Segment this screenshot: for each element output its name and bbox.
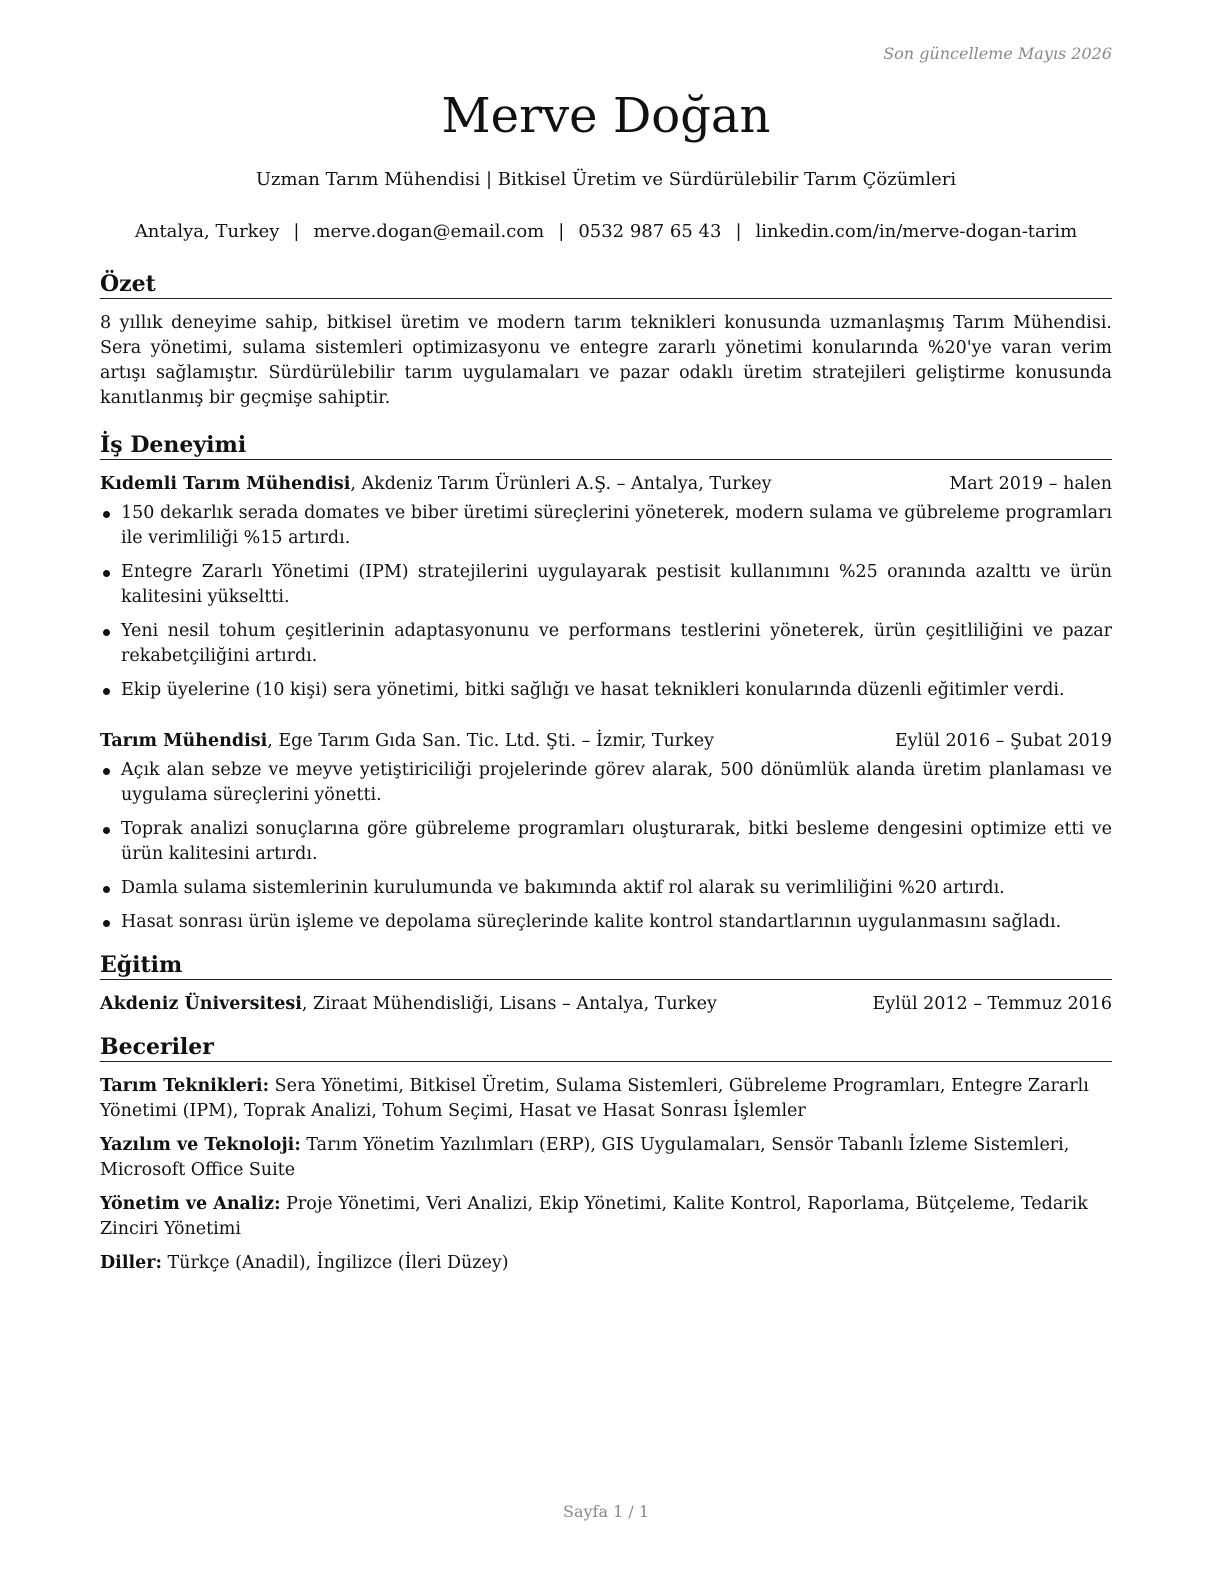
job-dates: Eylül 2016 – Şubat 2019 (894, 731, 1112, 751)
last-updated: Son güncelleme Mayıs 2026 (883, 44, 1112, 63)
education-entry (100, 992, 1112, 1017)
job-bullet: Damla sulama sistemlerinin kurulumunda ve bakımında aktif rol alarak su verimliliğini %20 artırdı. (100, 876, 1112, 901)
page-number: Sayfa 1 / 1 (562, 1502, 649, 1521)
skill-item (100, 1192, 1112, 1242)
job-org: , Ege Tarım Gıda San. Tic. Ltd. Şti. – İzmir, Turkey (267, 731, 714, 751)
skill-item (100, 1074, 1112, 1124)
job-org: , Akdeniz Tarım Ürünleri A.Ş. – Antalya, Turkey (350, 474, 772, 494)
job-bullet: 150 dekarlık serada domates ve biber üretimi süreçlerini yöneterek, modern sulama ve gübreleme programları ile verimliliği %15 artırdı. (100, 501, 1112, 551)
job-header (100, 472, 1112, 497)
contact-line (100, 220, 1112, 244)
contact-phone: 0532 987 65 43 (578, 221, 722, 242)
section-title-skills: Beceriler (100, 1033, 1112, 1062)
job-entry (100, 729, 1112, 935)
skill-label: Diller: (100, 1253, 162, 1273)
job-header (100, 729, 1112, 754)
skill-label: Yazılım ve Teknoloji: (100, 1135, 301, 1155)
skill-value: Sera Yönetimi, Bitkisel Üretim, Sulama Sistemleri, Gübreleme Programları, Entegre Zararlı Yönetimi (IPM), Toprak Analizi, Tohum Seçimi, Hasat ve Hasat Sonrası İşlemler (100, 1076, 1089, 1121)
job-bullets (100, 758, 1112, 935)
job-dates: Mart 2019 – halen (949, 474, 1112, 494)
contact-location: Antalya, Turkey (134, 221, 280, 242)
education-school: Akdeniz Üniversitesi (100, 994, 302, 1014)
summary-text: 8 yıllık deneyime sahip, bitkisel üretim ve modern tarım teknikleri konusunda uzmanlaşmış Tarım Mühendisi. Sera yönetimi, sulama sistemleri optimizasyonu ve entegre zararlı yönetimi konularında %20'ye varan verim artışı sağlamıştır. Sürdürülebilir tarım uygulamaları ve pazar odaklı üretim stratejileri geliştirme konusunda kanıtlanmış bir geçmişe sahiptir. (100, 313, 1112, 408)
job-bullet: Toprak analizi sonuçlarına göre gübreleme programları oluşturarak, bitki besleme dengesini optimize etti ve ürün kalitesini artırdı. (100, 817, 1112, 867)
job-title-line (100, 729, 714, 754)
job-bullet: Ekip üyelerine (10 kişi) sera yönetimi, bitki sağlığı ve hasat teknikleri konularında düzenli eğitimler verdi. (100, 678, 1112, 703)
tagline: Uzman Tarım Mühendisi | Bitkisel Üretim ve Sürdürülebilir Tarım Çözümleri (255, 169, 957, 190)
contact-email[interactable]: merve.dogan@email.com (313, 221, 545, 242)
skill-item (100, 1251, 1112, 1276)
job-role: Kıdemli Tarım Mühendisi (100, 474, 351, 494)
job-role: Tarım Mühendisi (100, 731, 268, 751)
resume-page (100, 0, 1112, 1584)
contact-separator: | (558, 221, 565, 242)
education-dates: Eylül 2012 – Temmuz 2016 (872, 994, 1112, 1014)
skill-label: Tarım Teknikleri: (100, 1076, 270, 1096)
skill-label: Yönetim ve Analiz: (100, 1194, 281, 1214)
resume-body (100, 270, 1112, 1285)
contact-linkedin[interactable]: linkedin.com/in/merve-dogan-tarim (755, 221, 1078, 242)
contact-separator: | (735, 221, 742, 242)
skill-value: Tarım Yönetim Yazılımları (ERP), GIS Uygulamaları, Sensör Tabanlı İzleme Sistemleri, Microsoft Office Suite (100, 1135, 1070, 1180)
job-bullet: Yeni nesil tohum çeşitlerinin adaptasyonunu ve performans testlerini yöneterek, ürün çeşitliliğini ve pazar rekabetçiliğini artırdı. (100, 619, 1112, 669)
section-title-summary: Özet (100, 270, 1112, 299)
job-title-line (100, 472, 772, 497)
education-title-line (100, 992, 717, 1017)
job-bullets (100, 501, 1112, 703)
skill-value: Türkçe (Anadil), İngilizce (İleri Düzey) (161, 1253, 509, 1273)
job-entry (100, 472, 1112, 703)
candidate-name: Merve Doğan (441, 88, 771, 144)
education-detail: , Ziraat Mühendisliği, Lisans – Antalya, Turkey (301, 994, 717, 1014)
education-section (100, 951, 1112, 1017)
job-bullet: Açık alan sebze ve meyve yetiştiriciliği projelerinde görev alarak, 500 dönümlük alanda üretim planlaması ve uygulama süreçlerini yönetti. (100, 758, 1112, 808)
summary-section (100, 270, 1112, 411)
skill-value: Proje Yönetimi, Veri Analizi, Ekip Yönetimi, Kalite Kontrol, Raporlama, Bütçeleme, Tedarik Zinciri Yönetimi (100, 1194, 1088, 1239)
job-bullet: Entegre Zararlı Yönetimi (IPM) stratejilerini uygulayarak pestisit kullanımını %25 oranında azalttı ve ürün kalitesini yükseltti. (100, 560, 1112, 610)
section-title-education: Eğitim (100, 951, 1112, 980)
contact-separator: | (293, 221, 300, 242)
experience-section (100, 431, 1112, 935)
skills-section (100, 1033, 1112, 1276)
job-bullet: Hasat sonrası ürün işleme ve depolama süreçlerinde kalite kontrol standartlarının uygulanmasını sağladı. (100, 910, 1112, 935)
section-title-experience: İş Deneyimi (100, 431, 1112, 460)
skill-item (100, 1133, 1112, 1183)
